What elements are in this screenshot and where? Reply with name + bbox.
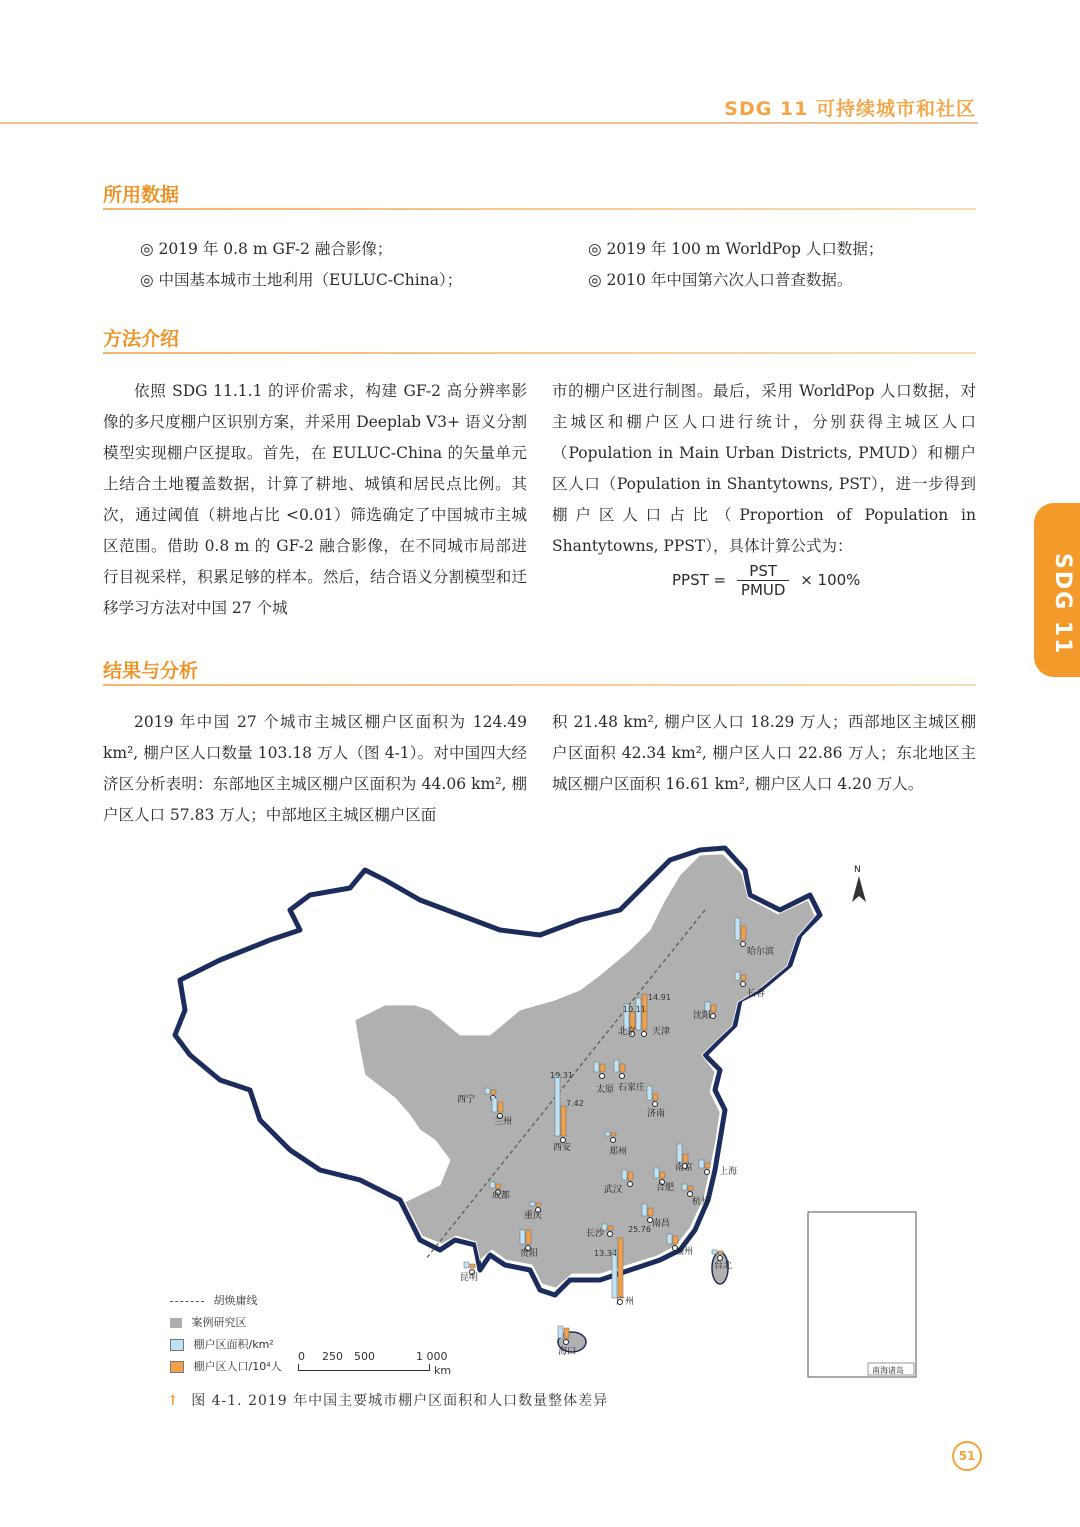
legend-study-item bbox=[170, 1314, 282, 1330]
area-bar bbox=[490, 1182, 495, 1188]
population-bar bbox=[611, 1133, 616, 1136]
city-dot bbox=[653, 1102, 658, 1107]
population-bar bbox=[705, 1163, 710, 1168]
figure-caption bbox=[167, 1390, 608, 1410]
formula-denominator: PMUD bbox=[740, 581, 786, 599]
city-label: 沈阳 bbox=[693, 1011, 712, 1021]
area-bar bbox=[647, 1086, 652, 1100]
formula-fraction bbox=[737, 562, 790, 599]
population-bar bbox=[491, 1090, 496, 1094]
city-dot bbox=[564, 1340, 569, 1345]
area-bar bbox=[464, 1262, 469, 1268]
population-bar bbox=[496, 1184, 501, 1188]
section-heading-data: 所用数据 bbox=[103, 184, 180, 206]
scale-tick: 1 000 bbox=[416, 1350, 448, 1363]
population-bar bbox=[618, 1238, 623, 1298]
city-dot bbox=[611, 1138, 616, 1143]
city-label: 上海 bbox=[719, 1167, 738, 1177]
legend-study-label: 案例研究区 bbox=[191, 1316, 247, 1329]
data-item: ◎ 2019 年 100 m WorldPop 人口数据； bbox=[588, 240, 884, 258]
legend-area-label: 棚户区面积/km² bbox=[193, 1338, 274, 1351]
ppst-formula bbox=[672, 562, 860, 599]
population-bar bbox=[561, 1106, 566, 1136]
area-bar bbox=[555, 1074, 560, 1136]
section-rule bbox=[103, 208, 976, 210]
city-label: 郑州 bbox=[609, 1147, 628, 1157]
header-rule bbox=[0, 122, 978, 124]
city-label: 昆明 bbox=[460, 1273, 479, 1283]
bar-value-label: 10.11 bbox=[623, 1005, 646, 1014]
city-dot bbox=[620, 1074, 625, 1079]
area-bar bbox=[558, 1326, 563, 1338]
area-bar bbox=[682, 1184, 687, 1190]
area-bar bbox=[530, 1202, 535, 1206]
population-bar bbox=[741, 926, 746, 940]
data-item: ◎ 中国基本城市土地利用（EULUC-China）； bbox=[140, 271, 463, 289]
scale-line bbox=[298, 1364, 430, 1371]
caption-text: 图 4-1. 2019 年中国主要城市棚户区面积和人口数量整体差异 bbox=[191, 1393, 609, 1409]
area-bar bbox=[654, 1168, 659, 1178]
side-tab bbox=[1034, 503, 1080, 677]
city-label: 南昌 bbox=[652, 1219, 671, 1229]
city-dot bbox=[628, 1182, 633, 1187]
city-label: 重庆 bbox=[524, 1211, 543, 1221]
page-number: 51 bbox=[952, 1441, 982, 1471]
population-bar bbox=[673, 1236, 678, 1244]
north-arrow-icon bbox=[852, 876, 866, 902]
population-bar bbox=[620, 1064, 625, 1072]
area-bar bbox=[520, 1230, 525, 1244]
bar-value-label: 25.76 bbox=[628, 1225, 651, 1234]
legend-area-item bbox=[170, 1336, 282, 1352]
legend-line-item bbox=[170, 1292, 282, 1308]
city-label: 天津 bbox=[652, 1027, 671, 1037]
scale-bar bbox=[298, 1350, 458, 1377]
city-label: 成都 bbox=[492, 1191, 511, 1201]
city-label: 石家庄 bbox=[618, 1083, 646, 1093]
area-bar bbox=[735, 972, 740, 980]
legend-dash-icon bbox=[170, 1301, 204, 1302]
formula-rhs: × 100% bbox=[800, 571, 861, 589]
city-dot bbox=[705, 1170, 710, 1175]
inset-label: 南海诸岛 bbox=[872, 1366, 904, 1375]
bar-value-label: 19.31 bbox=[550, 1071, 573, 1080]
legend-pop-item bbox=[170, 1358, 282, 1374]
city-label: 哈尔滨 bbox=[747, 947, 775, 957]
scale-unit: km bbox=[434, 1364, 452, 1377]
city-label: 长沙 bbox=[586, 1229, 605, 1239]
city-label: 台北 bbox=[714, 1261, 733, 1271]
legend-pop-label: 棚户区人口/10⁴人 bbox=[193, 1360, 282, 1373]
north-arrow-label: N bbox=[854, 865, 861, 875]
section-heading-method: 方法介绍 bbox=[103, 328, 180, 350]
city-label: 南京 bbox=[675, 1163, 694, 1173]
results-paragraph-right: 积 21.48 km², 棚户区人口 18.29 万人；西部地区主城区棚户区面积 42.34 km², 棚户区人口 22.86 万人；东北地区主城区棚户区面积 16.61 km², 棚户区人口 4.20 万人。 bbox=[552, 713, 976, 793]
legend-line-label: 胡焕庸线 bbox=[213, 1294, 258, 1307]
scale-tick: 250 bbox=[322, 1350, 343, 1363]
population-bar bbox=[718, 1251, 723, 1254]
city-label: 杭州 bbox=[692, 1197, 711, 1207]
population-bar bbox=[564, 1328, 569, 1338]
city-label: 西安 bbox=[553, 1143, 572, 1153]
population-bar bbox=[648, 1208, 653, 1216]
city-dot bbox=[642, 1032, 647, 1037]
side-tab-label: SDG 11 bbox=[1050, 553, 1075, 656]
area-bar bbox=[636, 998, 641, 1030]
scale-tick: 0 bbox=[298, 1350, 305, 1363]
population-bar bbox=[498, 1102, 503, 1112]
city-dot bbox=[741, 942, 746, 947]
formula-lhs: PPST = bbox=[672, 571, 727, 589]
city-label: 海口 bbox=[558, 1347, 577, 1357]
population-bar bbox=[536, 1203, 541, 1206]
population-bar bbox=[653, 1094, 658, 1100]
legend-orange-swatch bbox=[170, 1361, 184, 1373]
scale-tick: 500 bbox=[354, 1350, 375, 1363]
population-bar bbox=[711, 1005, 716, 1012]
city-dot bbox=[718, 1256, 723, 1261]
city-label: 北京 bbox=[618, 1027, 637, 1037]
city-label: 兰州 bbox=[494, 1117, 513, 1127]
city-label: 济南 bbox=[647, 1109, 666, 1119]
area-bar bbox=[614, 1060, 619, 1072]
area-bar bbox=[699, 1160, 704, 1168]
area-bar bbox=[667, 1234, 672, 1244]
data-item: ◎ 2010 年中国第六次人口普查数据。 bbox=[588, 271, 853, 289]
area-bar bbox=[594, 1062, 599, 1072]
population-bar bbox=[628, 1172, 633, 1180]
population-bar bbox=[608, 1226, 613, 1230]
formula-numerator: PST bbox=[737, 562, 790, 581]
bar-value-label: 7.42 bbox=[566, 1099, 584, 1108]
area-bar bbox=[622, 1170, 627, 1180]
city-label: 武汉 bbox=[604, 1185, 623, 1195]
china-shantytown-map bbox=[160, 840, 940, 1390]
population-bar bbox=[683, 1154, 688, 1162]
area-bar bbox=[485, 1088, 490, 1094]
city-dot bbox=[608, 1232, 613, 1237]
population-bar bbox=[688, 1186, 693, 1190]
legend bbox=[170, 1292, 282, 1374]
area-bar bbox=[492, 1098, 497, 1112]
population-bar bbox=[470, 1264, 475, 1268]
method-paragraph-right: 市的棚户区进行制图。最后，采用 WorldPop 人口数据，对主城区和棚户区人口进行统计，分别获得主城区人口（Population in Main Urban Districts, PMUD）和棚户区人口（Population in Shantytowns, PST），进一步得到棚户区人口占比（Proportion of Population in Shantytowns, PPST），具体计算公式为： bbox=[552, 382, 976, 555]
city-label: 合肥 bbox=[656, 1183, 675, 1193]
city-label: 长春 bbox=[747, 989, 766, 999]
bar-value-label: 13.34 bbox=[594, 1249, 617, 1258]
section-rule bbox=[103, 352, 976, 354]
population-bar bbox=[741, 975, 746, 980]
city-label: 广州 bbox=[616, 1297, 635, 1307]
city-dot bbox=[600, 1074, 605, 1079]
running-header: SDG 11 可持续城市和社区 bbox=[724, 98, 976, 120]
section-rule bbox=[103, 684, 976, 686]
city-dot bbox=[561, 1138, 566, 1143]
results-paragraph-left: 2019 年中国 27 个城市主城区棚户区面积为 124.49 km², 棚户区人口数量 103.18 万人（图 4-1）。对中国四大经济区分析表明：东部地区主城区棚户区面积为 44.06 km², 棚户区人口 57.83 万人；中部地区主城区棚户区面 bbox=[103, 713, 527, 824]
population-bar bbox=[660, 1172, 665, 1178]
city-dot bbox=[741, 982, 746, 987]
method-paragraph-left: 依照 SDG 11.1.1 的评价需求，构建 GF-2 高分辨率影像的多尺度棚户区识别方案，并采用 Deeplab V3+ 语义分割模型实现棚户区提取。首先，在 EULUC-China 的矢量单元上结合土地覆盖数据，计算了耕地、城镇和居民点比例。其次，通过阈值（耕地占比 <0.01）筛选确定了中国城市主城区范围。借助 0.8 m 的 GF-2 融合影像，在不同城市局部进行目视采样，积累足够的样本。然后，结合语义分割模型和迁移学习方法对中国 27 个城 bbox=[103, 382, 527, 617]
population-bar bbox=[600, 1064, 605, 1072]
data-item: ◎ 2019 年 0.8 m GF-2 融合影像； bbox=[140, 240, 393, 258]
south-china-sea-inset bbox=[808, 1212, 916, 1377]
city-label: 贵阳 bbox=[520, 1249, 539, 1259]
city-label: 西宁 bbox=[457, 1095, 476, 1105]
area-bar bbox=[735, 918, 740, 940]
city-dot bbox=[688, 1192, 693, 1197]
area-bar bbox=[642, 1204, 647, 1216]
area-bar bbox=[677, 1144, 682, 1162]
area-bar bbox=[605, 1132, 610, 1136]
population-bar bbox=[526, 1230, 531, 1244]
bar-value-label: 14.91 bbox=[648, 993, 671, 1002]
area-bar bbox=[712, 1250, 717, 1254]
legend-grey-swatch bbox=[170, 1318, 182, 1328]
city-dot bbox=[711, 1014, 716, 1019]
legend-blue-swatch bbox=[170, 1339, 184, 1351]
city-label: 太原 bbox=[596, 1085, 615, 1095]
city-label: 福州 bbox=[675, 1247, 694, 1257]
caption-arrow-icon: ↑ bbox=[167, 1393, 180, 1409]
section-heading-results: 结果与分析 bbox=[103, 660, 199, 682]
